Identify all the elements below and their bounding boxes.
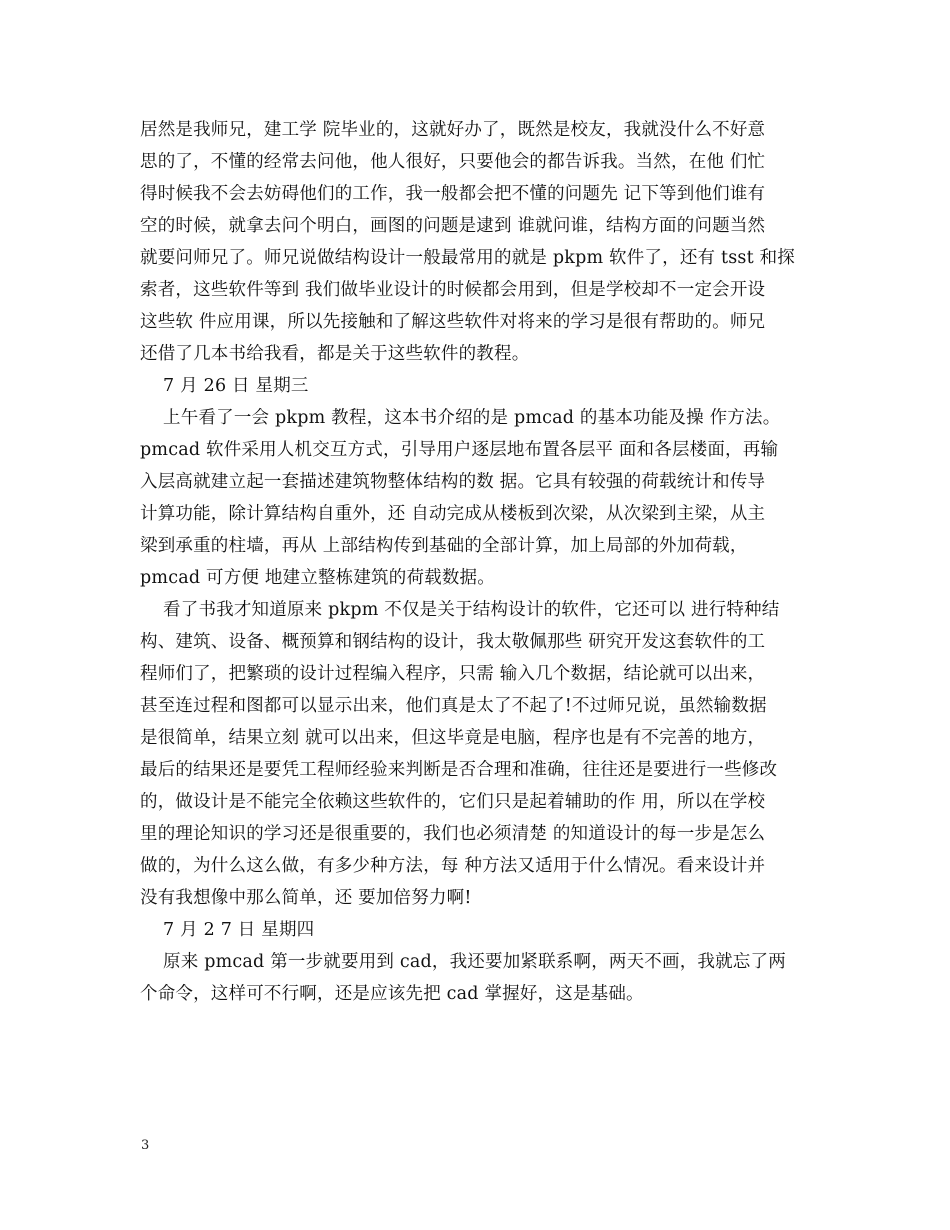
text-line: 这些软 件应用课，所以先接触和了解这些软件对将来的学习是很有帮助的。师兄 [140,312,766,332]
text-line: 看了书我才知道原来 pkpm 不仅是关于结构设计的软件，它还可以 进行特种结 [140,600,780,620]
text-line: 是很简单，结果立刻 就可以出来，但这毕竟是电脑，程序也是有不完善的地方， [140,728,766,748]
text-line: 入层高就建立起一套描述建筑物整体结构的数 据。它具有较强的荷载统计和传导 [140,472,766,492]
text-line: 计算功能，除计算结构自重外，还 自动完成从楼板到次梁，从次梁到主梁，从主 [140,504,766,524]
text-line: 得时候我不会去妨碍他们的工作，我一般都会把不懂的问题先 记下等到他们谁有 [140,184,766,204]
text-line: 个命令，这样可不行啊，还是应该先把 cad 掌握好，这是基础。 [140,984,644,1004]
text-line: 思的了，不懂的经常去问他，他人很好，只要他会的都告诉我。当然，在他 们忙 [140,152,766,172]
date-heading: 7 月 2 7 日 星期四 [140,920,315,940]
date-heading: 7 月 26 日 星期三 [140,376,309,396]
text-line: pmcad 软件采用人机交互方式，引导用户逐层地布置各层平 面和各层楼面，再输 [140,440,779,460]
text-line: 空的时候，就拿去问个明白，画图的问题是逮到 谁就问谁，结构方面的问题当然 [140,216,766,236]
text-line: 还借了几本书给我看，都是关于这些软件的教程。 [140,344,530,364]
text-line: 没有我想像中那么简单，还 要加倍努力啊! [140,888,472,908]
text-line: 构、建筑、设备、概预算和钢结构的设计，我太敬佩那些 研究开发这套软件的工 [140,632,766,652]
text-line: 里的理论知识的学习还是很重要的，我们也必须清楚 的知道设计的每一步是怎么 [140,824,766,844]
text-line: pmcad 可方便 地建立整栋建筑的荷载数据。 [140,568,495,588]
text-line: 的，做设计是不能完全依赖这些软件的，它们只是起着辅助的作 用，所以在学校 [140,792,766,812]
text-line: 居然是我师兄，建工学 院毕业的，这就好办了，既然是校友，我就没什么不好意 [140,120,766,140]
text-line: 梁到承重的柱墙，再从 上部结构传到基础的全部计算，加上局部的外加荷载， [140,536,748,556]
text-line: 就要问师兄了。师兄说做结构设计一般最常用的就是 pkpm 软件了，还有 tsst 和探 [140,248,795,268]
text-line: 最后的结果还是要凭工程师经验来判断是否合理和准确，往往还是要进行一些修改 [140,760,778,780]
text-line: 程师们了，把繁琐的设计过程编入程序，只需 输入几个数据，结论就可以出来， [140,664,766,684]
page-number: 3 [141,1138,150,1153]
text-line: 甚至连过程和图都可以显示出来，他们真是太了不起了!不过师兄说，虽然输数据 [140,696,767,716]
text-line: 上午看了一会 pkpm 教程，这本书介绍的是 pmcad 的基本功能及操 作方法。 [140,408,781,428]
text-line: 索者，这些软件等到 我们做毕业设计的时候都会用到，但是学校却不一定会开设 [140,280,766,300]
text-line: 原来 pmcad 第一步就要用到 cad，我还要加紧联系啊，两天不画，我就忘了两 [140,952,786,972]
text-line: 做的，为什么这么做，有多少种方法，每 种方法又适用于什么情况。看来设计并 [140,856,766,876]
